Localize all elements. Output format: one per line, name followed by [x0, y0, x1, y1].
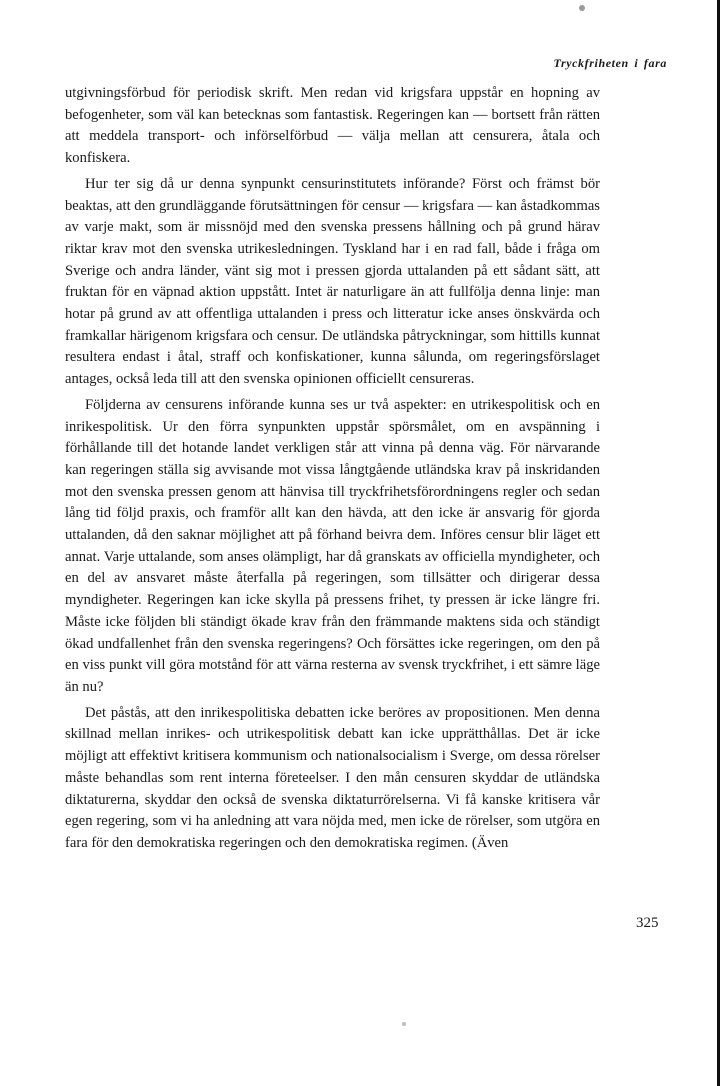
ink-speck-bottom — [402, 1022, 406, 1026]
paragraph-4: Det påstås, att den inrikespolitiska debatten icke beröres av propositionen. Men denna skillnad mellan inrikes- och utrikespolitisk debatt kan icke upprätthållas. Det är icke möjligt att effektivt kritisera kommunism och nationalsocialism i Sverge, om dessa rörelser måste behandlas som rent interna företeelser. I den mån censuren skyddar de utländska diktaturerna, skyddar den också de svenska diktaturrörelserna. Vi få kanske kritisera vår egen regering, som vi ha anledning att vara nöjda med, men icke de rörelser, som utgöra en fara för den demokratiska regeringen och den demokratiska regimen. (Även — [65, 704, 600, 851]
paragraph-1: utgivningsförbud för periodisk skrift. Men redan vid krigsfara uppstår en hopning av befogenheter, som väl kan betecknas som fantastisk. Regeringen kan — bortsett från rätten att meddela transport- och införselförbud — välja mellan att censurera, åtala och konfiskera. — [65, 85, 600, 167]
running-head: Tryckfriheten i fara — [553, 56, 667, 70]
paragraph-2: Hur ter sig då ur denna synpunkt censurinstitutets införande? Först och främst bör beaktas, att den grundläggande förutsättningen för censur — krigsfara — kan åstadkommas av varje makt, som är missnöjd med den svenska pressens hållning och på grund härav riktar krav mot den svenska utrikesledningen. Tyskland har i en rad fall, både i fråga om Sverige och andra länder, vänt sig mot i pressen gjorda uttalanden på ett sådant sätt, att fruktan för en väpnad aktion uppstått. Intet är naturligare än att fullfölja denna linje: man hotar på grund av att offentliga uttalanden i press och litteratur icke anses önskvärda och framkallar härigenom krigsfara och censur. De utländska påtryckningar, som hittills kunnat resultera endast i åtal, straff och konfiskationer, kunna sålunda, om regeringsförslaget antages, också leda till att den svenska opinionen officiellt censureras. — [65, 175, 600, 388]
ink-speck-top — [579, 5, 585, 11]
page-number: 325 — [636, 915, 659, 931]
body-text — [65, 83, 600, 859]
paragraph-3: Följderna av censurens införande kunna ses ur två aspekter: en utrikespolitisk och en inrikespolitisk. Ur den förra synpunkten uppstår spörsmålet, om en avspänning i förhållande till det hotande landet verkligen står att vinna på denna väg. För närvarande kan regeringen ställa sig avvisande mot vissa långtgående utländska krav på inskridanden mot den svenska pressen genom att hänvisa till tryckfrihetsförordningens regler och sedan lång tid följd praxis, och framför allt kan den hävda, att den icke är ansvarig för gjorda uttalanden, då den saknar möjlighet att på förhand beivra dem. Införes censur blir läget ett annat. Varje uttalande, som anses olämpligt, har då granskats av officiella myndigheter, och en del av ansvaret måste återfalla på regeringen, som tillsätter och dirigerar dessa myndigheter. Regeringen kan icke skylla på pressens frihet, ty pressen är icke längre fri. Måste icke följden bli ständigt ökade krav från den främmande maktens sida och ständigt ökad undfallenhet från den svenska regeringens? Och försättes icke regeringen, om den på en viss punkt vill göra motstånd för att värna resterna av svensk tryckfrihet, i ett sämre läge än nu? — [65, 396, 600, 695]
